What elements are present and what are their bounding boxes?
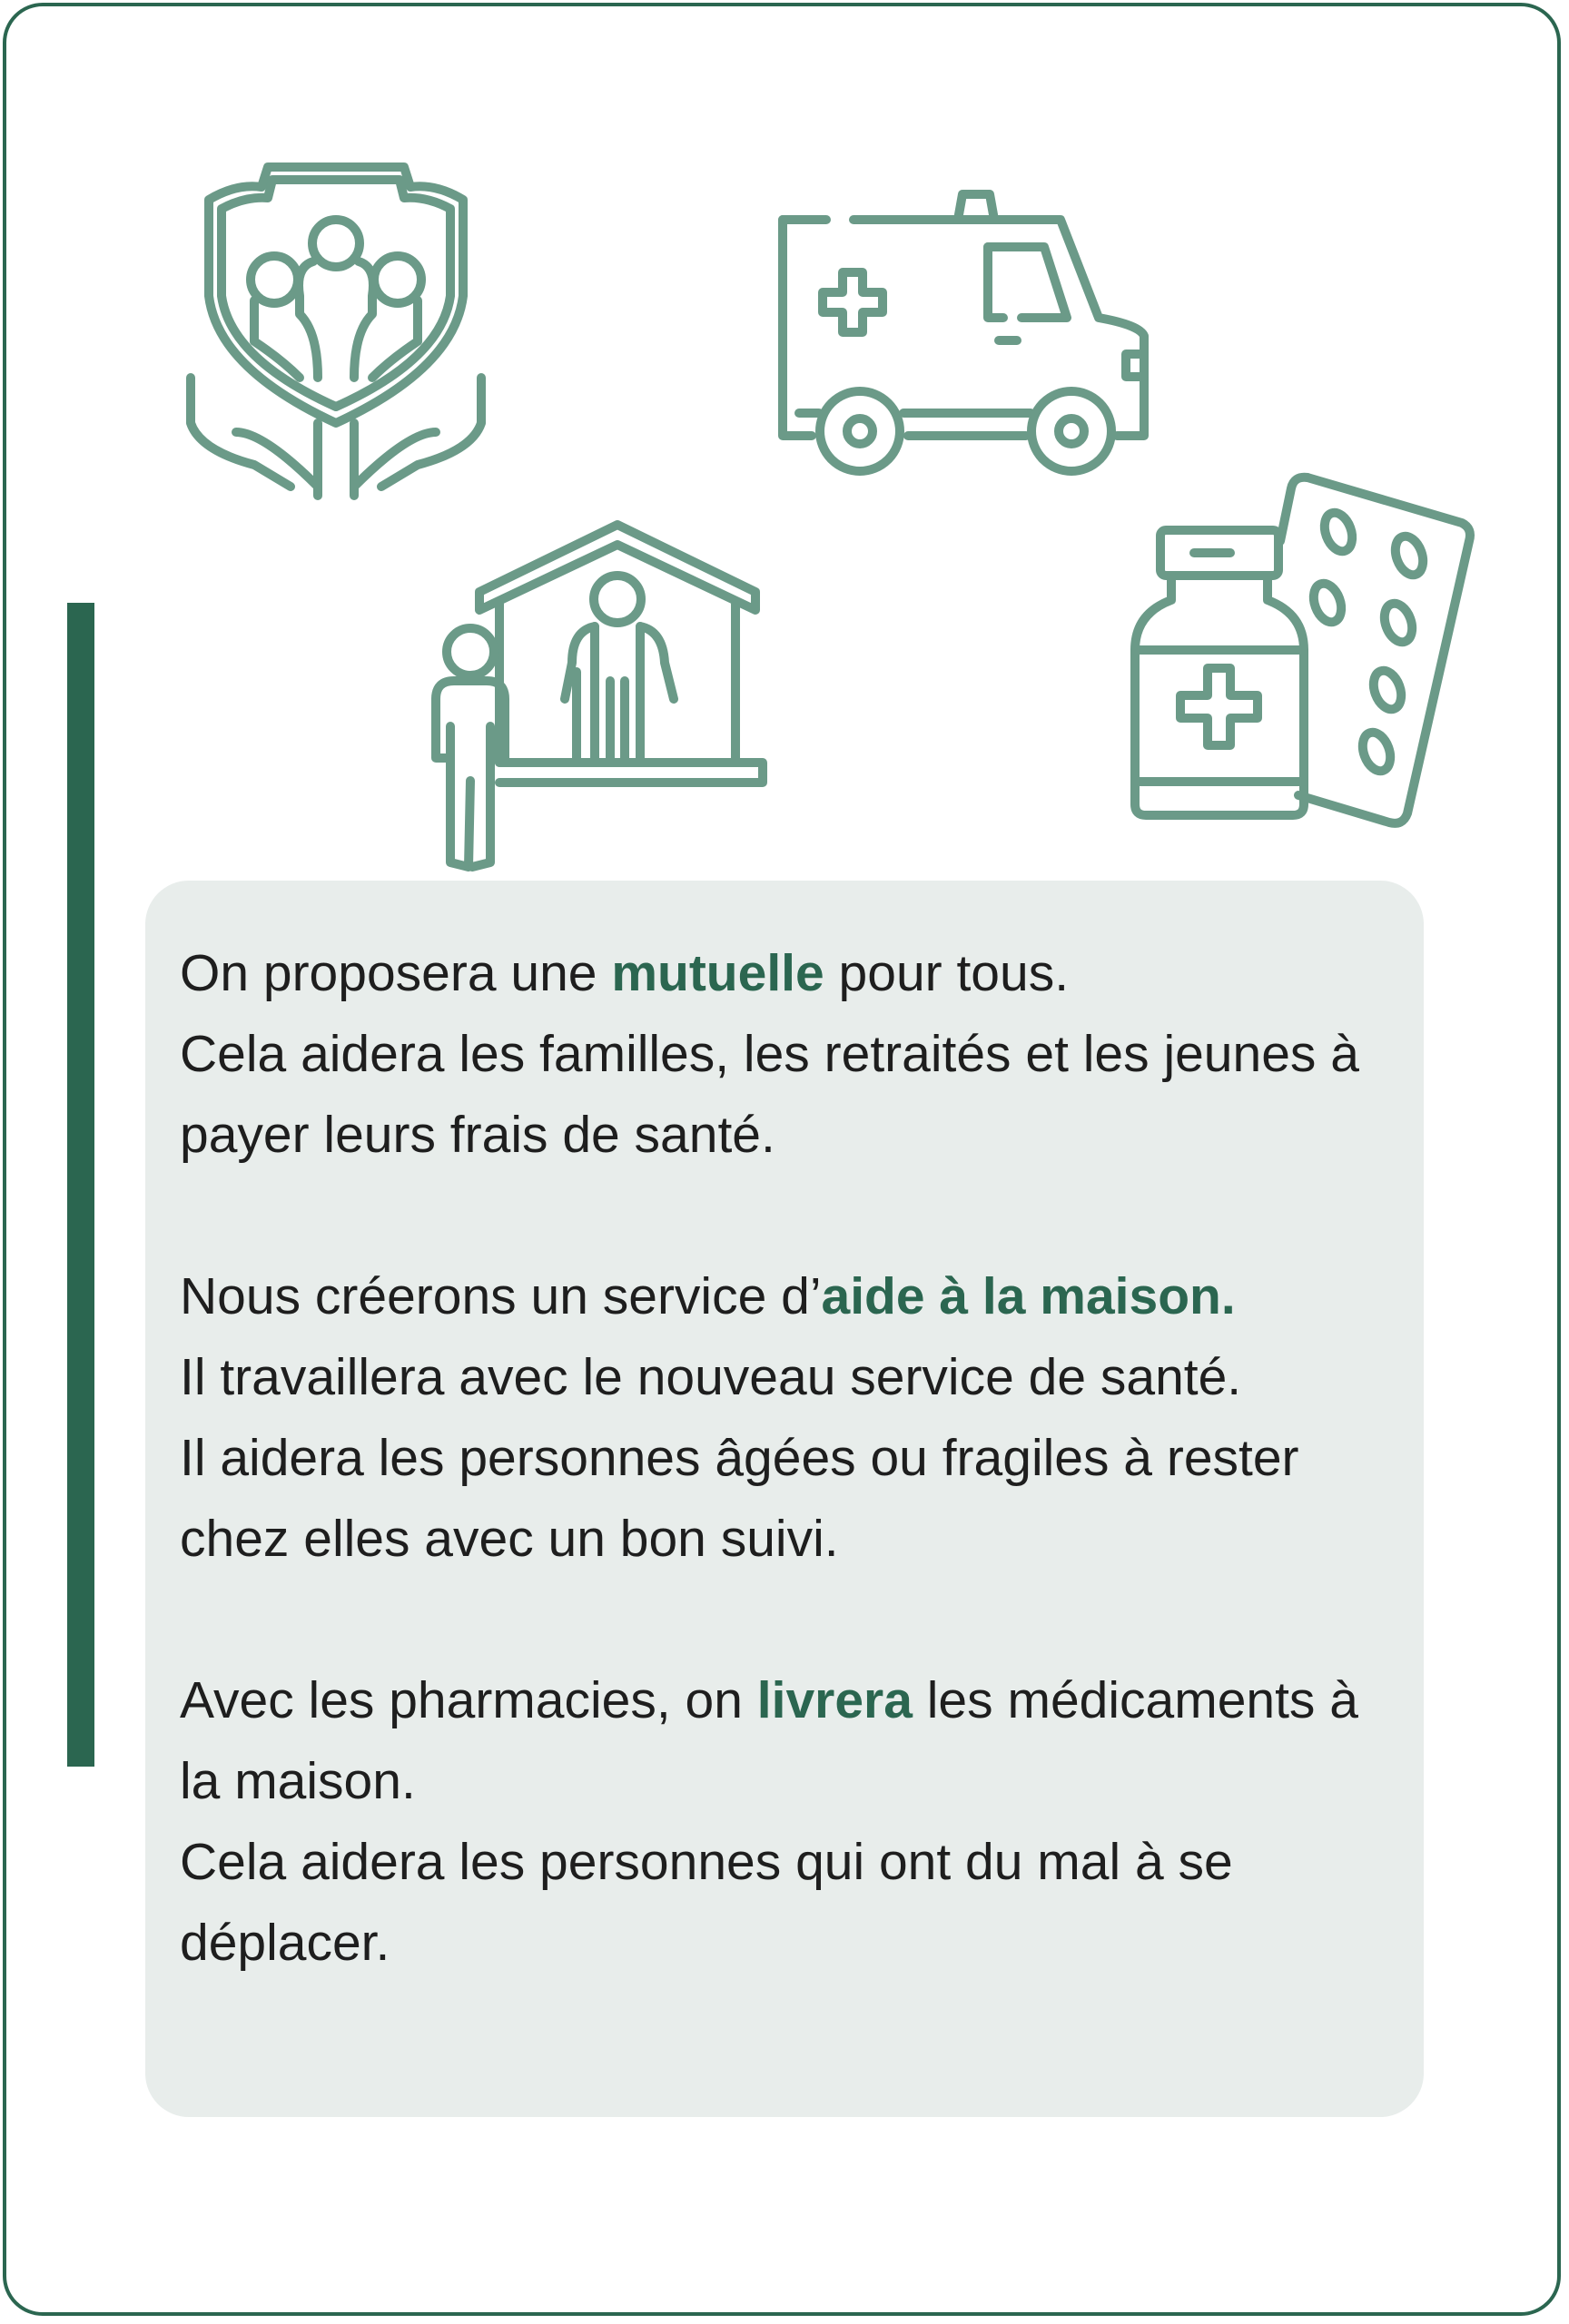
- text-segment: les médicaments à: [912, 1671, 1358, 1729]
- family-protection-icon: [182, 160, 490, 501]
- text-segment: Nous créerons un service d’: [180, 1267, 822, 1325]
- text-segment: Avec les pharmacies, on: [180, 1671, 757, 1729]
- text-line: [180, 1256, 1424, 1337]
- ambulance-icon: [772, 182, 1153, 481]
- text-segment: On proposera une: [180, 944, 612, 1002]
- text-line: Il travaillera avec le nouveau service de santé.: [180, 1348, 1242, 1406]
- paragraph-mutuelle: [180, 933, 1424, 1176]
- highlight-aide-maison: aide à la maison.: [821, 1267, 1236, 1325]
- text-line: Cela aidera les familles, les retraités et les jeunes à: [180, 1025, 1359, 1083]
- text-line: [180, 933, 1424, 1014]
- text-panel: [145, 881, 1424, 2117]
- medicine-pills-icon: [1117, 468, 1480, 828]
- paragraph-aide-maison: [180, 1256, 1424, 1580]
- highlight-mutuelle: mutuelle: [611, 944, 824, 1002]
- text-line: payer leurs frais de santé.: [180, 1106, 775, 1164]
- accent-side-bar: [67, 603, 94, 1767]
- text-segment: pour tous.: [824, 944, 1070, 1002]
- paragraph-livraison: [180, 1660, 1424, 1984]
- home-care-elderly-icon: [409, 517, 781, 877]
- text-line: chez elles avec un bon suivi.: [180, 1510, 839, 1568]
- text-line: Il aidera les personnes âgées ou fragiles à rester: [180, 1429, 1299, 1487]
- highlight-livrera: livrera: [756, 1671, 913, 1729]
- text-line: [180, 1660, 1424, 1741]
- text-line: la maison.: [180, 1752, 416, 1810]
- text-line: déplacer.: [180, 1914, 390, 1972]
- text-line: Cela aidera les personnes qui ont du mal à se: [180, 1833, 1233, 1891]
